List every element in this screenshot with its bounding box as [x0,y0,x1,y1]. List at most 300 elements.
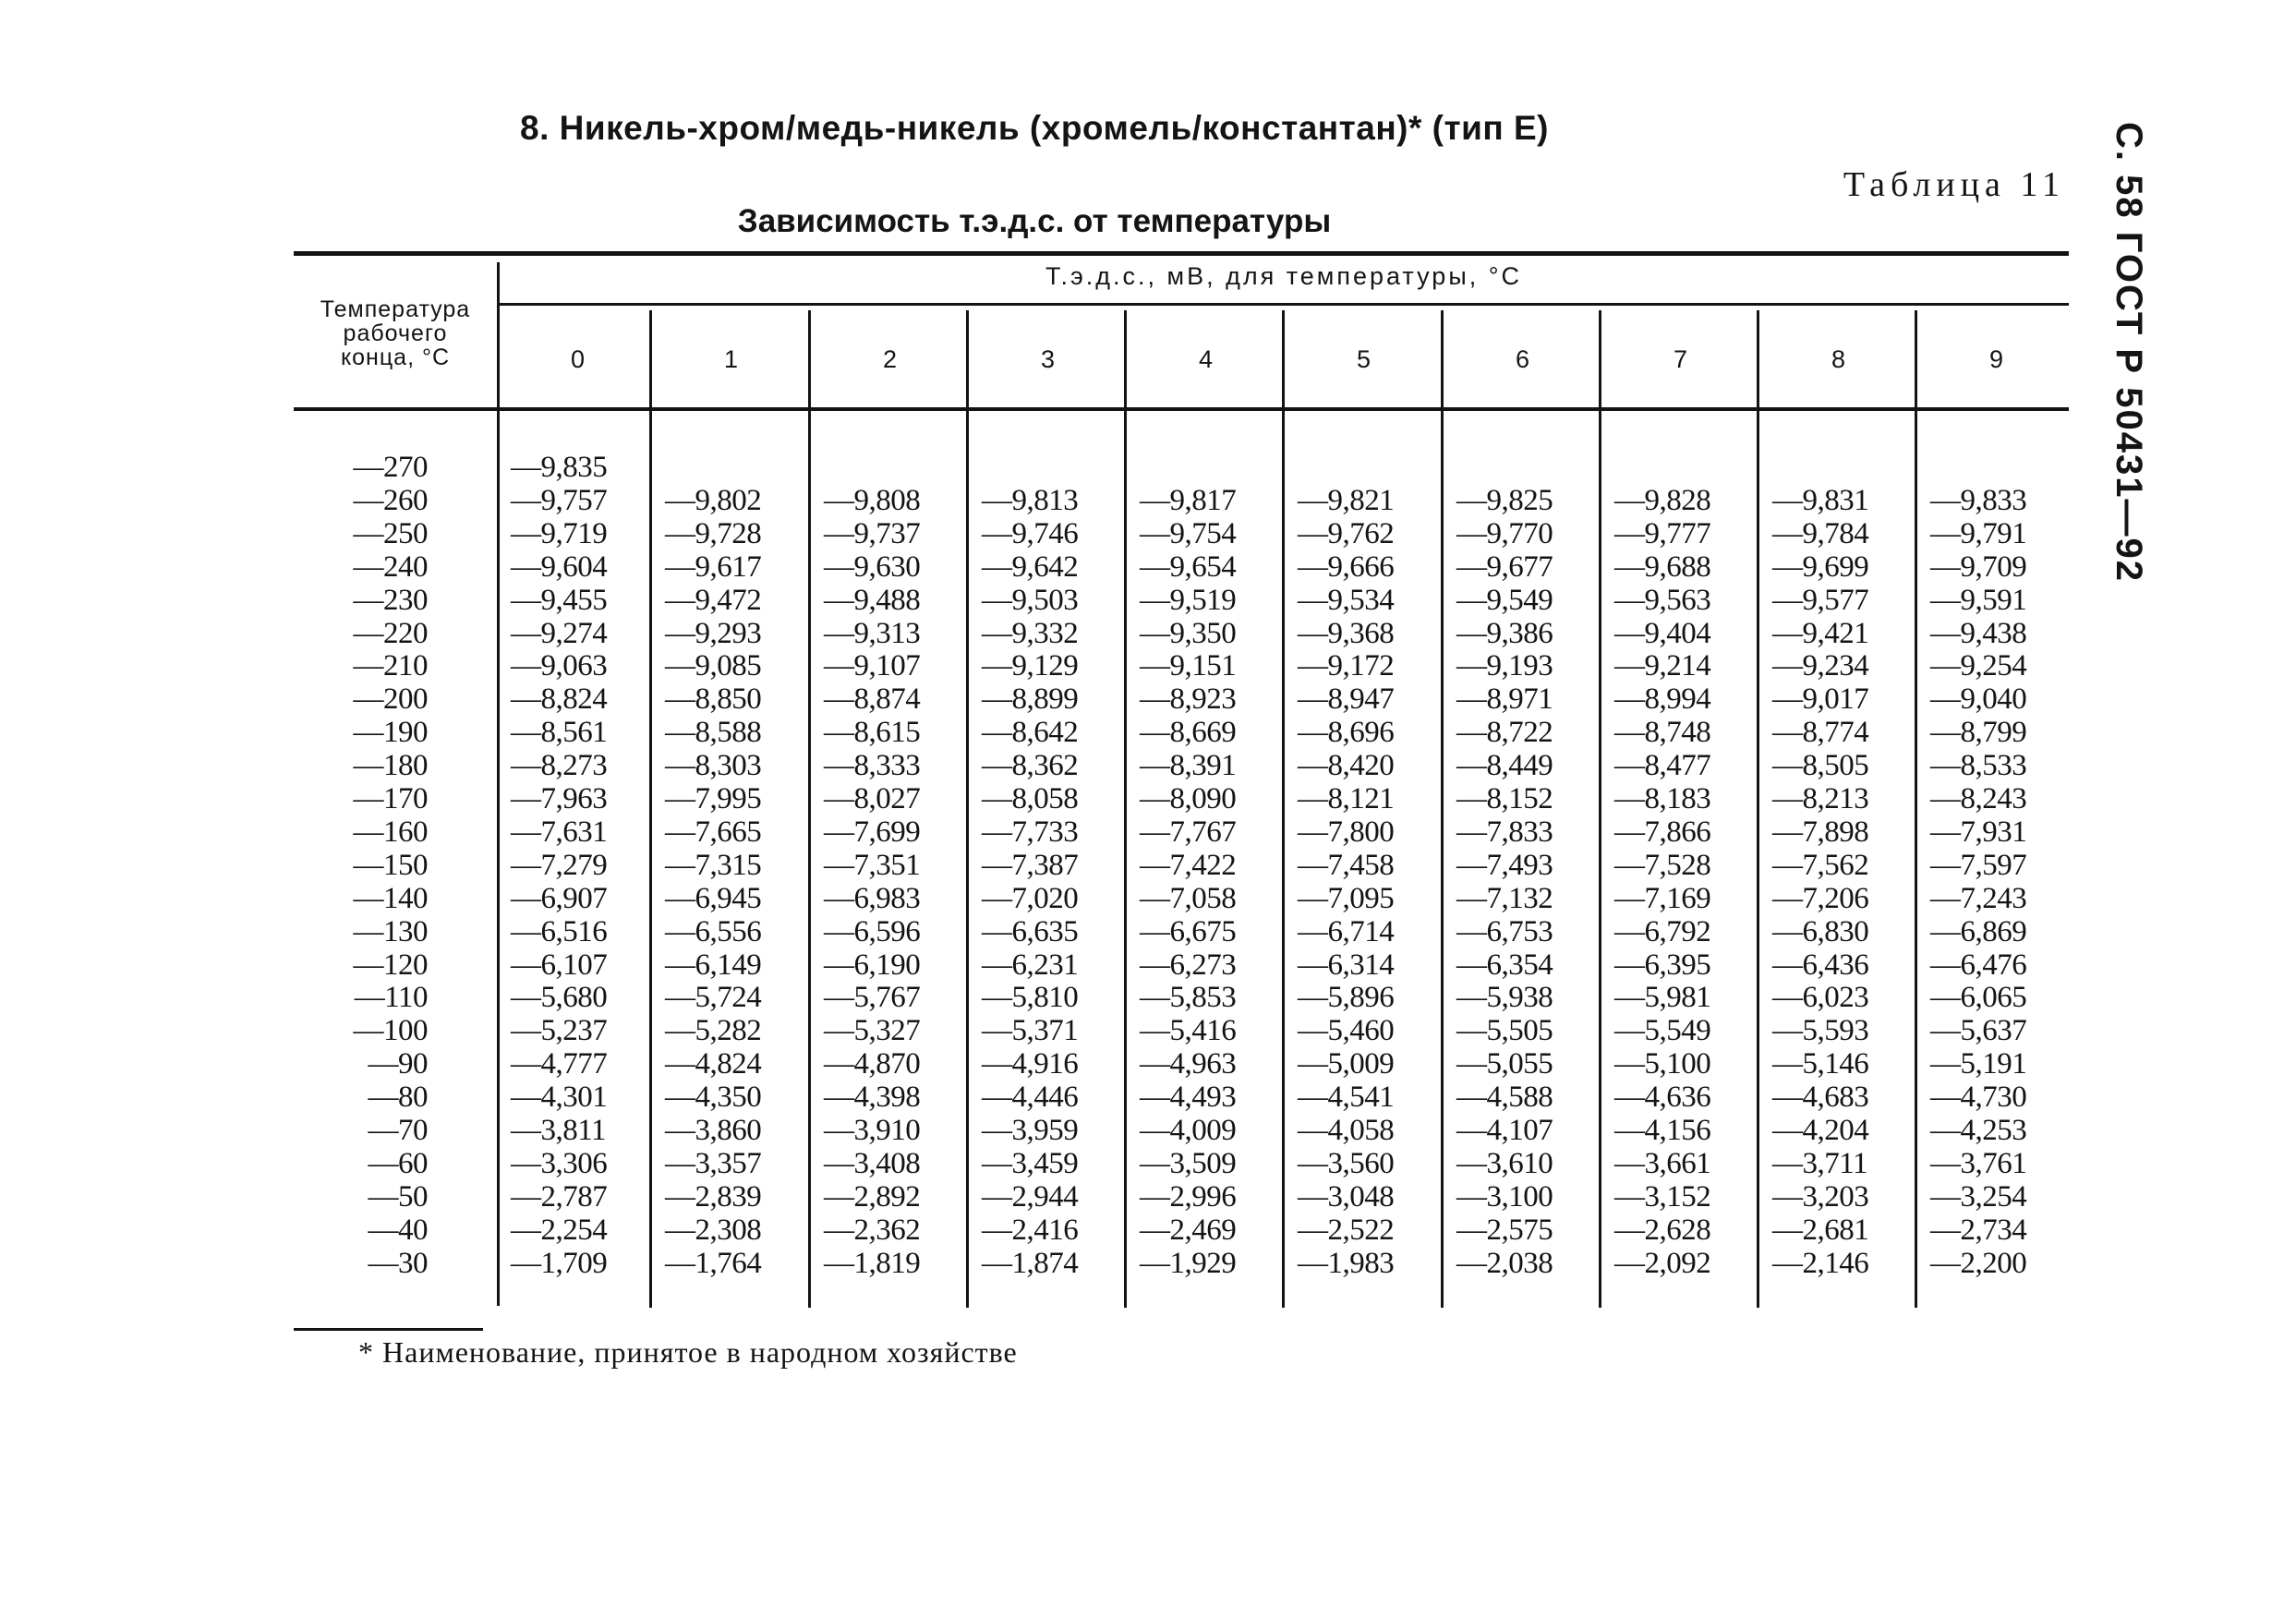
table-cell: —9,719 [511,517,608,550]
table-cell: —2,362 [824,1214,921,1247]
table-cell: —8,027 [824,782,921,815]
table-cell: —7,767 [1140,815,1237,849]
table-cell: —9,534 [1298,584,1395,617]
table-cell: —9,833 [1930,484,2027,517]
table-cell: —9,040 [1930,682,2027,716]
row-header-temperature [294,297,497,369]
table-cell: —3,357 [665,1147,762,1180]
table-cell: —3,959 [982,1114,1079,1147]
table-cell: —7,279 [511,849,608,882]
table-cell: —9,828 [1614,484,1711,517]
table-cell: —9,817 [1140,484,1237,517]
table-cell: —8,642 [982,716,1079,749]
table-cell: —9,642 [982,550,1079,584]
table-cell: —5,637 [1930,1014,2027,1047]
table-cell: —2,892 [824,1180,921,1214]
table-cell: —9,630 [824,550,921,584]
table-cell: —7,243 [1930,882,2027,915]
table-cell: —3,860 [665,1114,762,1147]
table-cell: —7,351 [824,849,921,882]
table-cell: —9,737 [824,517,921,550]
table-cell: —5,191 [1930,1047,2027,1081]
column-header-2: 2 [882,345,898,373]
table-cell: —3,761 [1930,1147,2027,1180]
column-divider [966,310,969,1308]
table-cell: —9,472 [665,584,762,617]
table-cell: —7,422 [1140,849,1237,882]
table-cell: —3,811 [511,1114,607,1147]
table-cell: —6,149 [665,948,762,982]
table-cell: —4,156 [1614,1114,1711,1147]
table-cell: —5,724 [665,981,762,1014]
column-header-6: 6 [1515,345,1530,373]
table-cell: —5,810 [982,981,1079,1014]
row-temperature-cell: —190 [353,716,428,749]
table-cell: —7,169 [1614,882,1711,915]
table-cell: —2,575 [1456,1214,1553,1247]
table-cell: —2,146 [1772,1247,1869,1280]
table-cell: —8,971 [1456,682,1553,716]
table-cell: —2,681 [1772,1214,1869,1247]
table-cell: —9,821 [1298,484,1395,517]
table-cell: —6,314 [1298,948,1395,982]
table-cell: —8,391 [1140,749,1237,782]
table-cell: —9,831 [1772,484,1869,517]
table-cell: —2,469 [1140,1214,1237,1247]
table-cell: —6,983 [824,882,921,915]
table-cell: —4,730 [1930,1081,2027,1114]
table-cell: —6,675 [1140,915,1237,948]
table-cell: —9,666 [1298,550,1395,584]
table-cell: —7,995 [665,782,762,815]
table-cell: —9,784 [1772,517,1869,550]
table-cell: —8,533 [1930,749,2027,782]
table-cell: —5,371 [982,1014,1079,1047]
table-cell: —7,931 [1930,815,2027,849]
row-temperature-cell: —260 [353,484,428,517]
row-temperature-cell: —180 [353,749,428,782]
table-cell: —8,994 [1614,682,1711,716]
table-cell: —5,680 [511,981,608,1014]
table-cell: —5,767 [824,981,921,1014]
table-cell: —2,522 [1298,1214,1395,1247]
row-temperature-cell: —50 [368,1180,428,1214]
table-cell: —6,596 [824,915,921,948]
column-header-4: 4 [1198,345,1214,373]
table-cell: —8,090 [1140,782,1237,815]
table-cell: —9,654 [1140,550,1237,584]
table-cell: —2,839 [665,1180,762,1214]
footnote-rule [294,1328,483,1331]
table-cell: —3,459 [982,1147,1079,1180]
table-cell: —8,615 [824,716,921,749]
table-cell: —1,764 [665,1247,762,1280]
table-cell: —7,206 [1772,882,1869,915]
table-cell: —6,869 [1930,915,2027,948]
row-temperature-cell: —270 [353,451,428,484]
table-cell: —9,825 [1456,484,1553,517]
table-cell: —2,416 [982,1214,1079,1247]
table-cell: —6,792 [1614,915,1711,948]
row-temperature-cell: —140 [353,882,428,915]
table-cell: —2,787 [511,1180,608,1214]
column-divider [808,310,811,1308]
table-cell: —9,193 [1456,649,1553,682]
column-header-5: 5 [1356,345,1372,373]
table-cell: —9,699 [1772,550,1869,584]
table-cell: —9,214 [1614,649,1711,682]
table-cell: —9,688 [1614,550,1711,584]
table-cell: —8,243 [1930,782,2027,815]
table-cell: —6,065 [1930,981,2027,1014]
table-cell: —2,038 [1456,1247,1553,1280]
table-cell: —9,488 [824,584,921,617]
table-cell: —5,981 [1614,981,1711,1014]
table-cell: —5,505 [1456,1014,1553,1047]
table-cell: —8,923 [1140,682,1237,716]
row-temperature-cell: —200 [353,682,428,716]
table-cell: —9,728 [665,517,762,550]
table-cell: —9,438 [1930,617,2027,650]
table-cell: —8,213 [1772,782,1869,815]
row-temperature-cell: —30 [368,1247,428,1280]
table-cell: —5,593 [1772,1014,1869,1047]
table-cell: —8,362 [982,749,1079,782]
table-cell: —4,683 [1772,1081,1869,1114]
table-cell: —9,129 [982,649,1079,682]
table-cell: —9,085 [665,649,762,682]
table-cell: —8,273 [511,749,608,782]
table-cell: —7,132 [1456,882,1553,915]
row-temperature-cell: —250 [353,517,428,550]
column-divider [1282,310,1285,1308]
table-cell: —9,254 [1930,649,2027,682]
table-cell: —4,541 [1298,1081,1395,1114]
table-cell: —7,963 [511,782,608,815]
table-cell: —1,874 [982,1247,1079,1280]
row-temperature-cell: —100 [353,1014,428,1047]
table-cell: —8,899 [982,682,1079,716]
row-temperature-cell: —80 [368,1081,428,1114]
table-cell: —9,791 [1930,517,2027,550]
table-cell: —8,333 [824,749,921,782]
table-cell: —9,808 [824,484,921,517]
table-cell: —8,183 [1614,782,1711,815]
table-cell: —2,996 [1140,1180,1237,1214]
table-cell: —9,172 [1298,649,1395,682]
table-cell: —8,874 [824,682,921,716]
table-cell: —9,777 [1614,517,1711,550]
table-cell: —4,446 [982,1081,1079,1114]
table-cell: —7,458 [1298,849,1395,882]
table-cell: —8,799 [1930,716,2027,749]
header-bottom-rule [294,407,2069,411]
table-cell: —5,938 [1456,981,1553,1014]
table-cell: —8,588 [665,716,762,749]
table-cell: —5,282 [665,1014,762,1047]
table-cell: —9,293 [665,617,762,650]
table-number-label: Таблица 11 [1843,165,2065,204]
column-header-1: 1 [723,345,739,373]
table-cell: —4,058 [1298,1114,1395,1147]
row-temperature-cell: —60 [368,1147,428,1180]
table-cell: —8,303 [665,749,762,782]
table-cell: —8,152 [1456,782,1553,815]
table-cell: —4,009 [1140,1114,1237,1147]
table-cell: —9,577 [1772,584,1869,617]
table-cell: —8,420 [1298,749,1395,782]
table-cell: —3,408 [824,1147,921,1180]
table-cell: —8,121 [1298,782,1395,815]
table-cell: —2,092 [1614,1247,1711,1280]
group-header-emf: Т.э.д.с., мВ, для температуры, °С [1045,262,1523,290]
table-cell: —7,315 [665,849,762,882]
table-cell: —7,665 [665,815,762,849]
table-cell: —9,519 [1140,584,1237,617]
table-cell: —8,850 [665,682,762,716]
table-cell: —4,777 [511,1047,608,1081]
table-cell: —3,254 [1930,1180,2027,1214]
table-top-rule [294,251,2069,256]
table-cell: —7,493 [1456,849,1553,882]
table-cell: —9,757 [511,484,608,517]
table-cell: —3,711 [1772,1147,1868,1180]
table-cell: —4,493 [1140,1081,1237,1114]
row-temperature-cell: —70 [368,1114,428,1147]
table-cell: —9,835 [511,451,608,484]
column-divider [1441,310,1444,1308]
table-cell: —8,774 [1772,716,1869,749]
table-cell: —1,819 [824,1247,921,1280]
table-cell: —1,929 [1140,1247,1237,1280]
table-cell: —9,063 [511,649,608,682]
group-header-rule [499,303,2069,306]
table-cell: —6,354 [1456,948,1553,982]
table-cell: —8,561 [511,716,608,749]
table-cell: —5,549 [1614,1014,1711,1047]
table-cell: —7,733 [982,815,1079,849]
column-divider [1124,310,1127,1308]
table-cell: —7,699 [824,815,921,849]
table-cell: —9,746 [982,517,1079,550]
row-temperature-cell: —120 [353,948,428,982]
table-cell: —9,107 [824,649,921,682]
table-cell: —2,944 [982,1180,1079,1214]
table-cell: —2,628 [1614,1214,1711,1247]
table-cell: —9,151 [1140,649,1237,682]
table-cell: —7,020 [982,882,1079,915]
table-cell: —9,617 [665,550,762,584]
row-temperature-cell: —240 [353,550,428,584]
table-cell: —2,200 [1930,1247,2027,1280]
table-cell: —6,753 [1456,915,1553,948]
table-cell: —9,404 [1614,617,1711,650]
row-temperature-cell: —170 [353,782,428,815]
table-cell: —6,830 [1772,915,1869,948]
table-cell: —6,907 [511,882,608,915]
table-cell: —6,635 [982,915,1079,948]
row-temperature-cell: —210 [353,649,428,682]
table-cell: —9,274 [511,617,608,650]
row-temperature-cell: —40 [368,1214,428,1247]
table-cell: —7,800 [1298,815,1395,849]
table-cell: —8,669 [1140,716,1237,749]
row-header-line: рабочего [343,320,448,346]
table-cell: —3,610 [1456,1147,1553,1180]
table-cell: —1,709 [511,1247,608,1280]
table-cell: —9,762 [1298,517,1395,550]
table-cell: —9,350 [1140,617,1237,650]
table-cell: —8,696 [1298,716,1395,749]
table-cell: —7,631 [511,815,608,849]
table-cell: —6,476 [1930,948,2027,982]
table-cell: —8,477 [1614,749,1711,782]
row-header-line: конца, °С [340,344,451,370]
table-cell: —5,055 [1456,1047,1553,1081]
table-cell: —9,549 [1456,584,1553,617]
table-cell: —8,748 [1614,716,1711,749]
table-cell: —5,237 [511,1014,608,1047]
column-divider [1599,310,1601,1308]
row-temperature-cell: —220 [353,617,428,650]
table-cell: —7,387 [982,849,1079,882]
column-header-9: 9 [1988,345,2004,373]
table-cell: —6,107 [511,948,608,982]
table-cell: —7,833 [1456,815,1553,849]
table-cell: —6,273 [1140,948,1237,982]
section-title: 8. Никель-хром/медь-никель (хромель/константан)* (тип Е) [520,109,1549,147]
table-cell: —9,421 [1772,617,1869,650]
table-cell: —3,203 [1772,1180,1869,1214]
table-cell: —6,190 [824,948,921,982]
table-cell: —6,395 [1614,948,1711,982]
column-header-3: 3 [1040,345,1056,373]
table-cell: —3,560 [1298,1147,1395,1180]
table-cell: —5,853 [1140,981,1237,1014]
table-cell: —7,528 [1614,849,1711,882]
row-temperature-cell: —160 [353,815,428,849]
table-cell: —4,916 [982,1047,1079,1081]
table-cell: —8,722 [1456,716,1553,749]
table-cell: —2,254 [511,1214,608,1247]
table-cell: —4,301 [511,1081,608,1114]
table-cell: —8,947 [1298,682,1395,716]
table-cell: —8,824 [511,682,608,716]
row-header-divider [497,262,500,1306]
table-cell: —2,308 [665,1214,762,1247]
table-cell: —1,983 [1298,1247,1395,1280]
row-temperature-cell: —90 [368,1047,428,1081]
table-cell: —9,455 [511,584,608,617]
table-cell: —8,449 [1456,749,1553,782]
table-cell: —9,313 [824,617,921,650]
table-cell: —9,386 [1456,617,1553,650]
table-cell: —3,306 [511,1147,608,1180]
table-cell: —3,048 [1298,1180,1395,1214]
table-cell: —6,556 [665,915,762,948]
table-cell: —7,898 [1772,815,1869,849]
table-cell: —9,802 [665,484,762,517]
table-cell: —7,597 [1930,849,2027,882]
table-cell: —6,516 [511,915,608,948]
table-cell: —9,563 [1614,584,1711,617]
table-cell: —8,505 [1772,749,1869,782]
table-cell: —9,770 [1456,517,1553,550]
table-cell: —2,734 [1930,1214,2027,1247]
table-cell: —5,146 [1772,1047,1869,1081]
table-cell: —4,963 [1140,1047,1237,1081]
footnote: * Наименование, принятое в народном хозяйстве [358,1335,1018,1369]
row-temperature-cell: —130 [353,915,428,948]
table-cell: —5,009 [1298,1047,1395,1081]
column-divider [649,310,652,1308]
table-cell: —7,058 [1140,882,1237,915]
table-cell: —6,714 [1298,915,1395,948]
table-cell: —4,350 [665,1081,762,1114]
table-cell: —9,709 [1930,550,2027,584]
table-cell: —5,327 [824,1014,921,1047]
column-divider [1757,310,1759,1308]
table-cell: —4,636 [1614,1081,1711,1114]
table-cell: —8,058 [982,782,1079,815]
table-cell: —9,754 [1140,517,1237,550]
table-cell: —4,107 [1456,1114,1553,1147]
table-cell: —6,436 [1772,948,1869,982]
table-cell: —6,023 [1772,981,1869,1014]
table-cell: —3,910 [824,1114,921,1147]
table-cell: —9,368 [1298,617,1395,650]
table-cell: —3,509 [1140,1147,1237,1180]
table-cell: —6,231 [982,948,1079,982]
table-cell: —5,460 [1298,1014,1395,1047]
row-temperature-cell: —230 [353,584,428,617]
table-cell: —7,095 [1298,882,1395,915]
table-cell: —4,204 [1772,1114,1869,1147]
table-cell: —4,870 [824,1047,921,1081]
table-cell: —7,866 [1614,815,1711,849]
table-cell: —3,661 [1614,1147,1711,1180]
table-cell: —9,503 [982,584,1079,617]
column-header-7: 7 [1673,345,1688,373]
table-cell: —9,234 [1772,649,1869,682]
table-cell: —9,017 [1772,682,1869,716]
table-cell: —4,398 [824,1081,921,1114]
table-cell: —9,813 [982,484,1079,517]
table-cell: —4,588 [1456,1081,1553,1114]
table-cell: —9,332 [982,617,1079,650]
table-cell: —5,416 [1140,1014,1237,1047]
table-cell: —5,896 [1298,981,1395,1014]
table-cell: —3,100 [1456,1180,1553,1214]
table-cell: —4,824 [665,1047,762,1081]
column-header-8: 8 [1831,345,1846,373]
table-caption: Зависимость т.э.д.с. от температуры [737,203,1332,239]
column-header-0: 0 [570,345,586,373]
table-cell: —4,253 [1930,1114,2027,1147]
table-cell: —9,677 [1456,550,1553,584]
table-cell: —5,100 [1614,1047,1711,1081]
row-temperature-cell: —110 [354,981,428,1014]
row-temperature-cell: —150 [353,849,428,882]
table-cell: —7,562 [1772,849,1869,882]
table-cell: —6,945 [665,882,762,915]
page-running-header: С. 58 ГОСТ Р 50431—92 [2109,122,2149,583]
column-divider [1915,310,1917,1308]
row-header-line: Температура [320,296,471,322]
table-cell: —9,591 [1930,584,2027,617]
table-cell: —3,152 [1614,1180,1711,1214]
table-cell: —9,604 [511,550,608,584]
